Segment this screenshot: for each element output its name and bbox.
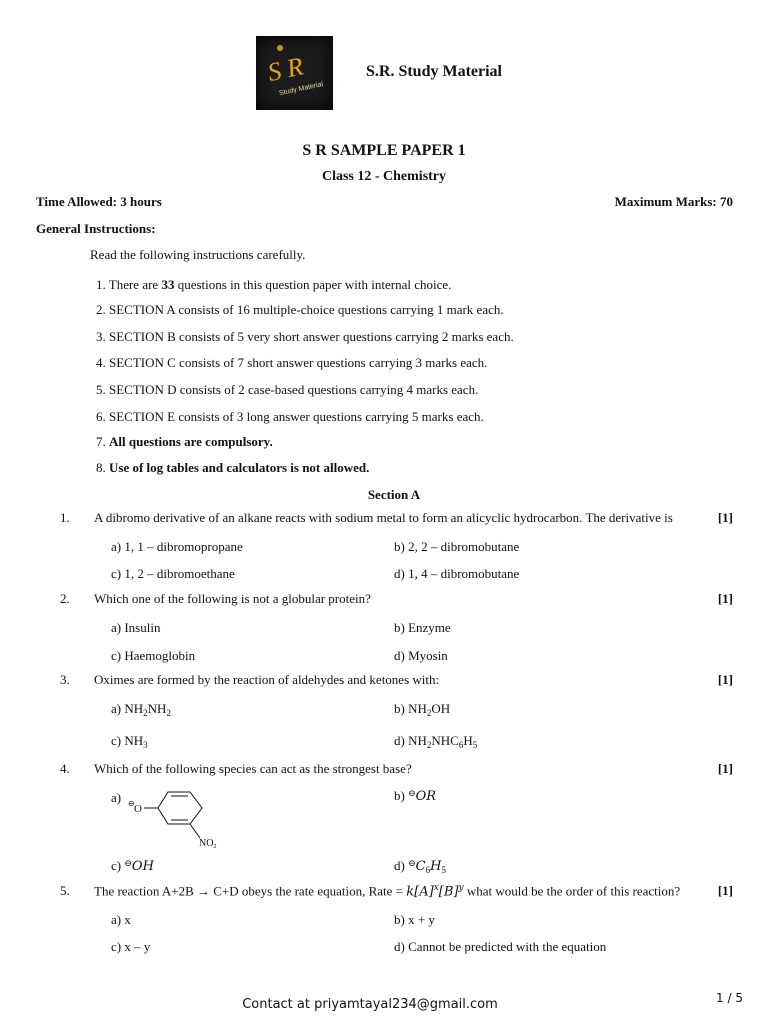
formula-part: NH [408, 733, 427, 748]
option-label: b) [394, 701, 405, 716]
instruction-item [96, 409, 484, 425]
option-a: a) 1, 1 – dibromopropane [111, 539, 243, 554]
question-number: 2. [60, 591, 70, 606]
option-label: d) [394, 733, 405, 748]
question-number: 1. [60, 510, 70, 525]
instruction-item [96, 460, 369, 476]
rate-exponent: y [458, 883, 464, 893]
formula-sub: 3 [143, 740, 148, 750]
option-a: a) x [111, 912, 131, 927]
option-d [394, 858, 446, 875]
question-text [94, 883, 680, 899]
formula-part: NH [124, 701, 144, 716]
instruction-text: SECTION A consists of 16 multiple-choice questions carrying 1 mark each. [109, 302, 504, 317]
formula-part: C [415, 859, 426, 874]
benzene-ring [158, 792, 202, 824]
option-b: b) x + y [394, 912, 435, 927]
instruction-number: 6. [96, 409, 106, 424]
formula [124, 701, 171, 716]
instruction-text: questions in this question paper with internal choice. [174, 277, 452, 292]
option-c: c) Haemoglobin [111, 648, 196, 663]
formula-part: OH [431, 701, 451, 716]
paper-subtitle: Class 12 - Chemistry [321, 169, 447, 184]
question-number: 4. [60, 761, 70, 776]
question-mark: [1] [717, 672, 733, 687]
page-number: 1 / 5 [716, 991, 743, 1005]
formula-sub: 2 [426, 708, 432, 718]
instructions-intro: Read the following instructions carefully. [90, 247, 306, 262]
formula-sub: 2 [143, 708, 148, 718]
instruction-number: 8. [96, 460, 106, 475]
option-a-label: a) [111, 790, 122, 805]
nitro-text: NO [199, 838, 214, 849]
logo [256, 36, 333, 110]
question-text: Oximes are formed by the reaction of aldehydes and ketones with: [94, 672, 440, 687]
instruction-text: SECTION E consists of 3 long answer questions carrying 5 marks each. [109, 409, 484, 424]
ion-charge: ⊖ [128, 799, 135, 808]
instruction-number: 2. [96, 302, 106, 317]
option-b: b) Enzyme [394, 620, 451, 635]
instruction-bold: All questions are compulsory. [109, 434, 273, 449]
paper-title: S R SAMPLE PAPER 1 [302, 142, 466, 159]
formula-part: NH [408, 701, 427, 716]
formula-part: OH [131, 859, 154, 874]
instruction-number: 1. [96, 277, 106, 292]
formula-part: H [463, 733, 473, 748]
formula [408, 701, 450, 716]
instruction-item [96, 302, 504, 318]
rate-constant: k [406, 884, 415, 900]
question-text: A dibromo derivative of an alkane reacts with sodium metal to form an alicyclic hydrocarbon. The derivative is [94, 510, 673, 525]
instruction-bold: 33 [161, 277, 175, 292]
brand-name: S.R. Study Material [366, 63, 502, 80]
question-number: 5. [60, 883, 70, 898]
formula-sub: 5 [472, 740, 478, 750]
question-text-part: The reaction A+2B → C+D obeys the rate equation, Rate = [94, 883, 407, 899]
bond-line [190, 824, 200, 838]
option-a [111, 701, 171, 718]
formula-part: H [430, 859, 442, 874]
instruction-text: SECTION B consists of 5 very short answer questions carrying 2 marks each. [109, 329, 514, 344]
instruction-item [96, 329, 514, 345]
option-label: c) [111, 858, 122, 873]
rate-term: [B] [438, 884, 459, 900]
section-heading: Section A [367, 487, 421, 502]
option-d [394, 733, 477, 750]
option-label: b) [394, 788, 405, 803]
ion-charge: ⊖ [408, 788, 416, 798]
option-c [111, 733, 148, 750]
formula [124, 733, 147, 748]
instruction-text: SECTION C consists of 7 short answer questions carrying 3 marks each. [109, 355, 488, 370]
nitro-group [199, 838, 216, 850]
formula-part: NH [147, 701, 167, 716]
instruction-item [96, 382, 478, 398]
instruction-number: 3. [96, 329, 106, 344]
ion-charge: ⊖ [408, 858, 416, 868]
logo-graphic [256, 36, 333, 110]
instruction-number: 7. [96, 434, 106, 449]
formula-sub: 2 [166, 708, 171, 718]
nitro-sub: 2 [213, 844, 217, 850]
option-b [394, 788, 436, 804]
option-c: c) x – y [111, 939, 151, 954]
formula [408, 733, 477, 748]
instruction-item [96, 434, 273, 450]
question-text: Which one of the following is not a globular protein? [94, 591, 371, 606]
option-b: b) 2, 2 – dibromobutane [394, 539, 520, 554]
question-mark: [1] [717, 883, 733, 898]
instruction-item [96, 277, 451, 293]
option-d: d) Cannot be predicted with the equation [394, 939, 607, 954]
instruction-bold: Use of log tables and calculators is not allowed. [109, 460, 370, 475]
formula-sub: 6 [458, 740, 464, 750]
formula-part: OR [415, 789, 437, 804]
option-a: a) Insulin [111, 620, 161, 635]
logo-text: S R [265, 51, 306, 88]
instruction-number: 4. [96, 355, 106, 370]
formula-sub: 6 [425, 865, 431, 875]
instruction-number: 5. [96, 382, 106, 397]
formula-part: NH [124, 733, 144, 748]
question-text-part: what would be the order of this reaction? [463, 883, 681, 899]
ion-charge: ⊖ [124, 858, 132, 868]
logo-subtext: Study Material [278, 81, 324, 98]
question-number: 3. [60, 672, 70, 687]
nitrophenoxide-structure [128, 786, 224, 852]
crown-icon [277, 45, 283, 51]
option-label: c) [111, 733, 122, 748]
rate-exponent: x [433, 883, 439, 893]
option-label: a) [111, 701, 122, 716]
question-text: Which of the following species can act as the strongest base? [94, 761, 412, 776]
footer-contact: Contact at priyamtayal234@gmail.com [242, 997, 498, 1012]
question-mark: [1] [717, 761, 733, 776]
option-d: d) Myosin [394, 648, 448, 663]
maximum-marks: Maximum Marks: 70 [614, 194, 733, 209]
option-d: d) 1, 4 – dibromobutane [394, 566, 520, 581]
rate-term: [A] [414, 884, 434, 900]
time-allowed: Time Allowed: 3 hours [36, 194, 162, 209]
formula-sub: 5 [441, 865, 446, 875]
formula-sub: 2 [426, 740, 432, 750]
option-b [394, 701, 450, 718]
instruction-text: SECTION D consists of 2 case-based questions carrying 4 marks each. [109, 382, 479, 397]
option-label: d) [394, 858, 405, 873]
instruction-item [96, 355, 487, 371]
formula-part: NHC [431, 733, 459, 748]
general-instructions-heading: General Instructions: [36, 221, 156, 236]
question-mark: [1] [717, 510, 733, 525]
option-c: c) 1, 2 – dibromoethane [111, 566, 235, 581]
option-c [111, 858, 154, 874]
instruction-text: There are [108, 277, 162, 292]
question-mark: [1] [717, 591, 733, 606]
oxygen-atom: O [134, 803, 142, 815]
